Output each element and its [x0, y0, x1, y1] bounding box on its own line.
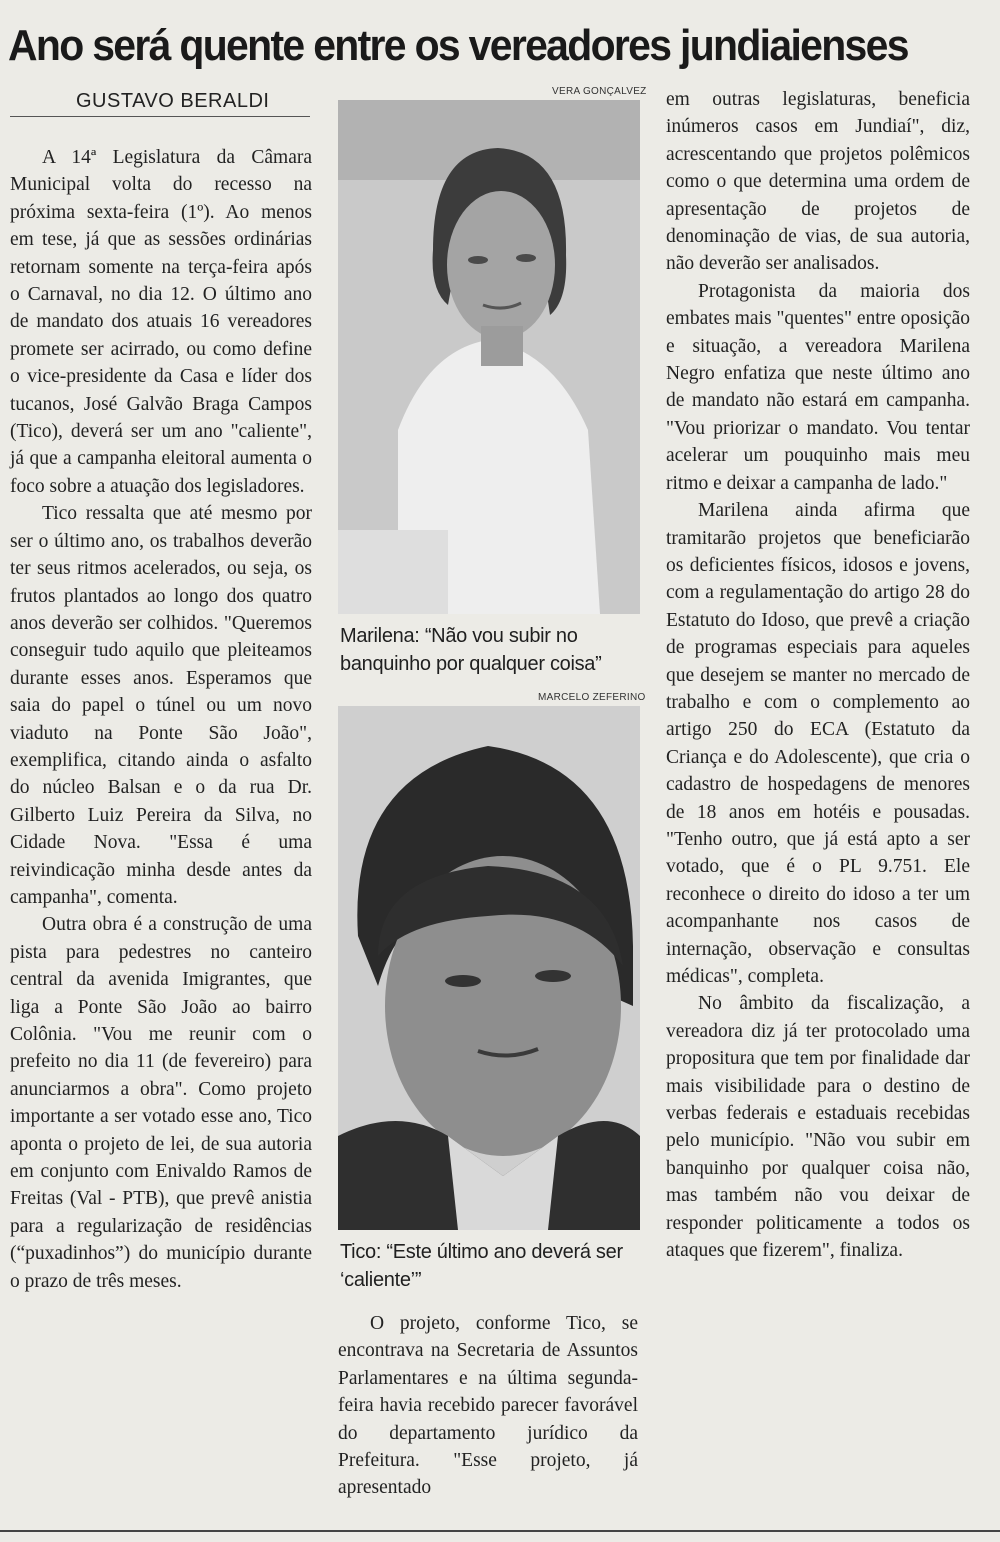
portrait-illustration: [338, 100, 640, 614]
article-column-1: [10, 144, 312, 1295]
byline: GUSTAVO BERALDI: [76, 90, 270, 112]
byline-divider: [10, 116, 310, 117]
page-bottom-rule: [0, 1530, 1000, 1532]
photo-credit: VERA GONÇALVEZ: [552, 86, 647, 97]
paragraph: Marilena ainda afirma que tramitarão projetos que beneficiarão os deficientes físicos, idosos e jovens, com a regulamentação do artigo 28 do Estatuto do Idoso, que prevê a criação de programas especiais para aqueles que desejem se manter no mercado de trabalho e com o complemento ao artigo 250 do ECA (Estatuto da Criança e do Adolescente), que cria o cadastro de hospedagens de menores de 18 anos em hotéis e pousadas. "Tenho outro, que já está apto a ser votado, que é o PL 9.751. Ele reconhece o direito do idoso a ter um acompanhante nos casos de internação, observação e consultas médicas", completa.: [666, 500, 970, 987]
headline: Ano será quente entre os vereadores jundiaienses: [8, 21, 908, 70]
paragraph: Tico ressalta que até mesmo por ser o último ano, os trabalhos deverão ter seus ritmos acelerados, ou seja, os frutos plantados ao longo dos quatro anos deverão ser colhidos. "Queremos conseguir tudo aquilo que pleiteamos durante esses anos. Esperamos que saia do papel o túnel ou um novo viaduto na Ponte São João", exemplifica, citando ainda o asfalto do núcleo Balsan e o da rua Dr. Gilberto Luiz Pereira da Silva, no Cidade Nova. "Essa é uma reivindicação minha desde antes da campanha", comenta.: [10, 503, 312, 908]
paragraph: Outra obra é a construção de uma pista para pedestres no canteiro central da avenida Imigrantes, que liga a Ponte São João ao bairro Colônia. "Vou me reunir com o prefeito no dia 11 (de fevereiro) para anunciarmos a obra". Como projeto importante a ser votado esse ano, Tico aponta o projeto de lei, de sua autoria em conjunto com Enivaldo Ramos de Freitas (Val - PTB), que prevê anistia para a regularização de residências (“puxadinhos”) do município durante o prazo de três meses.: [10, 914, 312, 1292]
paragraph: O projeto, conforme Tico, se encontrava na Secretaria de Assuntos Parlamentares e na última segunda-feira havia recebido parecer favorável do departamento jurídico da Prefeitura. "Esse projeto, já apresentado: [338, 1313, 638, 1499]
paragraph: A 14ª Legislatura da Câmara Municipal volta do recesso na próxima sexta-feira (1º). Ao menos em tese, já que as sessões ordinárias retornam somente na terça-feira após o Carnaval, no dia 12. O último ano de mandato dos atuais 16 vereadores promete ser acirrado, ou como define o vice-presidente da Casa e líder dos tucanos, José Galvão Braga Campos (Tico), deverá ser um ano "caliente", já que a campanha eleitoral aumenta o foco sobre a atuação dos legisladores.: [10, 147, 312, 497]
paragraph-continuation: em outras legislaturas, beneficia inúmeros casos em Jundiaí", diz, acrescentando que projetos polêmicos como o que determina uma ordem de apresentação de projetos de denominação de vias, de sua autoria, não deverão ser analisados.: [666, 89, 970, 275]
portrait-illustration: [338, 706, 640, 1230]
article-column-3: [666, 86, 970, 1264]
article-column-2: [338, 1310, 638, 1502]
photo-caption: Tico: “Este último ano deverá ser ‘caliente’”: [340, 1241, 623, 1291]
paragraph: Protagonista da maioria dos embates mais "quentes" entre oposição e situação, a vereadora Marilena Negro enfatiza que neste último ano de mandato não estará em campanha. "Vou priorizar o mandato. Vou tentar acelerar um pouquinho mais meu ritmo e deixar a campanha de lado.": [666, 280, 970, 494]
paragraph: No âmbito da fiscalização, a vereadora diz já ter protocolado uma propositura que tem por finalidade dar mais visibilidade para o destino de verbas federais e estaduais recebidas pelo município. "Não vou subir em banquinho por qualquer coisa não, mas também não vou deixar de responder politicamente a todos os ataques que fizerem", finaliza.: [666, 993, 970, 1262]
photo-marilena: [338, 100, 640, 614]
photo-caption: Marilena: “Não vou subir no banquinho por qualquer coisa”: [340, 625, 602, 675]
photo-credit: MARCELO ZEFERINO: [538, 692, 646, 703]
photo-tico: [338, 706, 640, 1230]
